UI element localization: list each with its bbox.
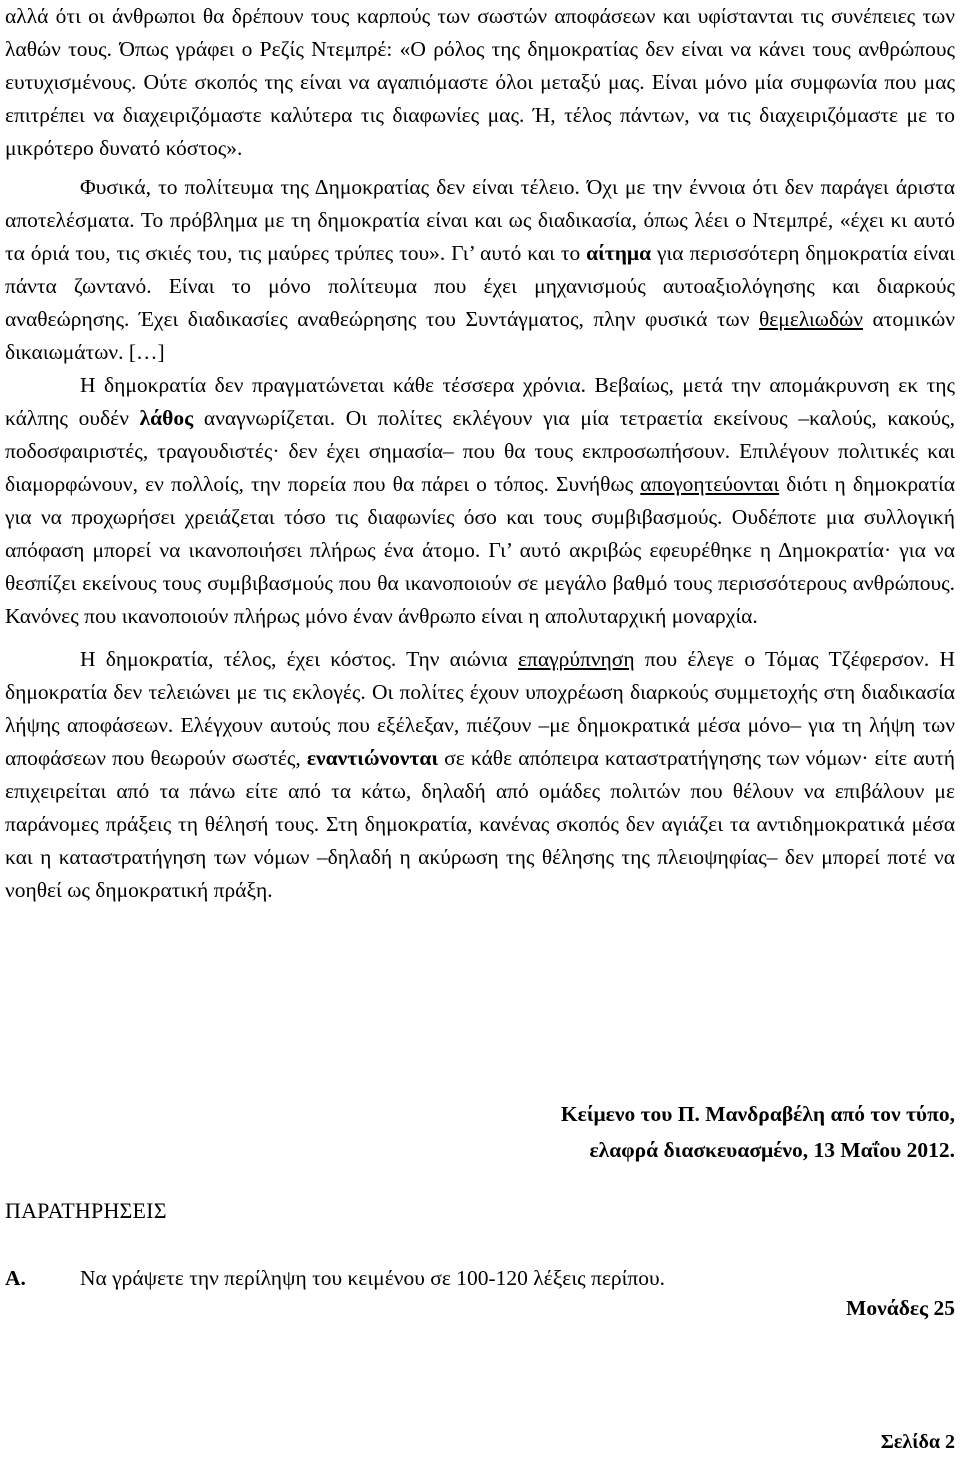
underlined-term: επαγρύπνηση: [517, 647, 635, 671]
section-title: ΠΑΡΑΤΗΡΗΣΕΙΣ: [5, 1198, 167, 1223]
paragraph: [5, 369, 955, 633]
paragraph: [5, 0, 955, 165]
text-run: σε κάθε απόπειρα καταστρατήγησης των νόμων· είτε αυτή επιχειρείται από τα πάνω είτε από τα κάτω, δηλαδή από ομάδες πολιτών που θέλουν να επιβάλουν με παράνομες πράξεις τη θέλησή τους. Στη δημοκρατία, κανένας σκοπός δεν αγιάζει τα αντιδημοκρατικά μέσα και η καταστρατήγηση των νόμων –δηλαδή η ακύρωση της θέλησης της πλειοψηφίας– δεν μπορεί ποτέ να νοηθεί ως δημοκρατική πράξη.: [5, 746, 956, 902]
task-label: Α.: [5, 1266, 26, 1290]
text-run: αναγνωρίζεται. Οι πολίτες εκλέγουν για μία τετραετία εκείνους –καλούς, κακούς, ποδοσφαιριστές, τραγουδιστές· δεν έχει σημασία– που θα τους εκπροσωπήσουν. Επιλέγουν πολιτικές και διαμορφώνουν, εν πολλοίς, την πορεία που θα πάρει ο τόπος. Συνήθως: [5, 406, 955, 496]
text-run: Η δημοκρατία, τέλος, έχει κόστος. Την αιώνια: [80, 647, 518, 671]
task-item: [5, 1262, 955, 1295]
emphasized-term: εναντιώνονται: [306, 746, 439, 770]
marks-label: Μονάδες 25: [846, 1296, 955, 1320]
source-attribution: [561, 1096, 955, 1168]
text-run: διότι η δημοκρατία για να προχωρήσει χρειάζεται τόσο τις διαφωνίες όσο και τους συμβιβασμούς. Ουδέποτε μια συλλογική απόφαση μπορεί να ικανοποιήσει πλήρως ένα άτομο. Γι’ αυτό ακριβώς εφευρέθηκε η Δημοκρατία· για να θεσπίζει εκείνους τους συμβιβασμούς που θα ικανοποιούν σε μεγάλο βαθμό τους περισσότερους ανθρώπους. Κανόνες που ικανοποιούν πλήρως μόνο έναν άνθρωπο είναι η απολυταρχική μοναρχία.: [5, 472, 956, 628]
emphasized-term: αίτημα: [586, 241, 652, 265]
emphasized-term: λάθος: [139, 406, 194, 430]
task-text: Να γράψετε την περίληψη του κειμένου σε 100-120 λέξεις περίπου.: [80, 1266, 666, 1290]
body-text: [5, 0, 955, 907]
text-run: αλλά ότι οι άνθρωποι θα δρέπουν τους καρπούς των σωστών αποφάσεων και υφίστανται τις συνέπειες των λαθών τους. Όπως γράφει ο Ρεζίς Ντεμπρέ: «Ο ρόλος της δημοκρατίας δεν είναι να κάνει τους ανθρώπους ευτυχισμένους. Ούτε σκοπός της είναι να αγαπιόμαστε όλοι μεταξύ μας. Είναι μόνο μία συμφωνία που μας επιτρέπει να διαχειριζόμαστε καλύτερα τις διαφωνίες μας. Ή, τέλος πάντων, να τις διαχειριζόμαστε με το μικρότερο δυνατό κόστος».: [5, 4, 955, 160]
paragraph: [5, 643, 955, 907]
source-line-2: ελαφρά διασκευασμένο, 13 Μαΐου 2012.: [589, 1138, 955, 1162]
text-run: Φυσικά, το πολίτευμα της Δημοκρατίας δεν είναι τέλειο. Όχι με την έννοια ότι δεν παράγει άριστα αποτελέσματα. Το πρόβλημα με τη δημοκρατία είναι και ως διαδικασία, όπως λέει ο Ντεμπρέ, «έχει κι αυτό τα όριά του, τις σκιές του, τις μαύρες τρύπες του». Γι’ αυτό και το: [5, 175, 955, 265]
source-line-1: Κείμενο του Π. Μανδραβέλη από τον τύπο,: [560, 1102, 955, 1126]
document-page: [5, 0, 956, 1453]
text-run: Η δημοκρατία δεν πραγματώνεται κάθε τέσσερα χρόνια. Βεβαίως, μετά την απομάκρυνση εκ της κάλπης ουδέν: [5, 373, 955, 430]
paragraph: [5, 171, 955, 369]
text-run: που έλεγε ο Τόμας Τζέφερσον. Η δημοκρατία δεν τελειώνει με τις εκλογές. Οι πολίτες έχουν υποχρέωση διαρκούς συμμετοχής στη διαδικασία λήψης αποφάσεων. Ελέγχουν αυτούς που εξέλεξαν, πιέζουν –με δημοκρατικά μέσα μόνο– για τη λήψη των αποφάσεων που θεωρούν σωστές,: [5, 647, 955, 770]
text-run: ατομικών δικαιωμάτων. […]: [5, 307, 955, 364]
underlined-term: απογοητεύονται: [640, 472, 780, 496]
page-number: Σελίδα 2: [880, 1431, 955, 1453]
text-run: για περισσότερη δημοκρατία είναι πάντα ζωντανό. Είναι το μόνο πολίτευμα που έχει μηχανισμούς αυτοαξιολόγησης και διαρκούς αναθεώρησης. Έχει διαδικασίες αναθεώρησης του Συντάγματος, πλην φυσικά των: [5, 241, 955, 331]
underlined-term: θεμελιωδών: [758, 307, 863, 331]
